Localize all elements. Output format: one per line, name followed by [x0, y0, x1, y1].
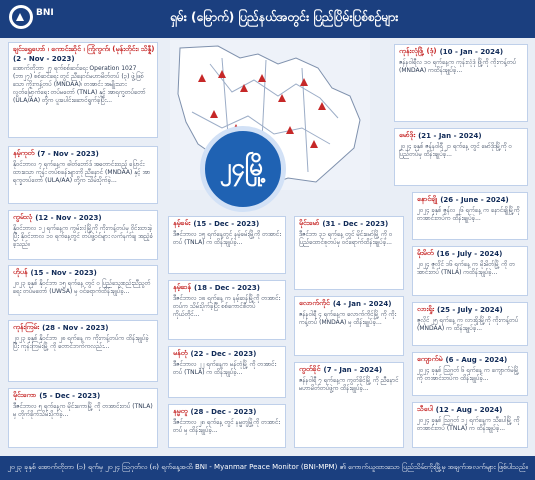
event-card [8, 320, 158, 382]
event-text: နိုဝင်ဘာလ ၁၂ ရက်နေ့က ကွမ်းလုံမြို့ကို ကိုးကန့်တပ်မှ ဝိုင်းထားခဲ့ပြီး နိုဝင်ဘာလ ၁၀ ရက်နေ့တွင် တပ်ဖွဲ့ဝင်များ လက်နက်ချ အညံ့ခံခဲ့သည်။ [13, 225, 153, 249]
event-place: ချင်းရွှေဟော် ၊ ကောင်းဆိုင် ၊ ကြုံကွက်၊ (မုန်းတိုင်း၊ သိန္နီ) [13, 45, 155, 53]
header-bar [0, 0, 535, 38]
event-place: မိုင်းကော [13, 391, 37, 399]
event-place: သီပေါ [417, 405, 433, 413]
event-date: (15 - Nov - 2023) [30, 269, 97, 277]
event-place: မန်တုံ [173, 349, 188, 357]
event-text: ၂၀၂၄ ဇူလိုင် ၁၆ ရက်နေ့ က မိုးမိတ်မြို့ ကို တအာင်းတပ် (TNLA) ကထိန်းချုပ်ခဲ့... [417, 261, 516, 277]
event-place: နမ္မတူ [173, 407, 188, 415]
event-place: ကွမ်းလုံ [13, 213, 33, 221]
event-place: မိုင်းမော် [299, 219, 320, 227]
event-card [8, 388, 158, 448]
event-place: မော်ဒိုး [399, 131, 416, 139]
event-text: ဒီဇင်ဘာ ၃၁ ရက်နေ့ တွင် မိုင်းမော်မြို့ ကို ဝ ပြည်ထောင်စုတပ်မှ ဝင်ရောက်ထိန်းချုပ်ခဲ့... [299, 231, 393, 247]
event-place: နမ့်ကုတ် [13, 149, 35, 157]
event-date: (6 - Aug - 2024) [445, 356, 508, 364]
event-text: ဒီဇင်ဘာလ ၁၅ ရက်နေ့တွင် နမ့်ခမ်းမြို့ကို တအာင်းတပ် (TNLA) က ထိန်းချုပ်ခဲ့... [173, 231, 281, 247]
event-text: ဒီဇင်ဘာလ ၂၈ ရက်နေ့ တွင် နမ္မတူမြို့ကို တအာင်းတပ် မှ ထိန်းချုပ်ခဲ့... [173, 419, 280, 435]
event-place: ကျောက်မဲ [417, 355, 443, 363]
event-date: (22 - Dec - 2023) [190, 350, 257, 358]
event-text: ဇူလိုင် ၂၅ ရက်နေ့ က လားရှိုးမြို့ကို ကိုးကန့်တပ် (MNDAA) က ထိန်းချုပ်ခဲ့... [417, 317, 519, 333]
event-date: (25 - July - 2024) [437, 306, 503, 314]
event-card [294, 216, 404, 290]
event-card [294, 362, 404, 448]
event-place: လောက်ကိုင် [299, 299, 330, 307]
event-text: ဒီဇင်ဘာလ ၁၈ ရက်နေ့ က နမ့်ဆန်မြို့ကို တအာင်းတပ်က သိမ်းပိုက်ခဲ့ပြီး စစ်ကောင်စီတပ် ကိုယ်တိုင်... [173, 295, 281, 319]
logo-label: BNI [36, 8, 54, 18]
event-card [412, 302, 528, 346]
event-text: ၂၀၂၄ ခုနှစ် ဇန်နဝါရီ ၂၁ ရက်နေ့ တွင် မော်ဒိုးမြို့ကို ဝ ပြည်တပ်မှ ထိန်းချုပ်ခဲ့... [399, 143, 513, 159]
event-text: ၂၀၂၄ ခုနှစ် ဩဂုတ် ၁၂ ရက်နေ့က သီပေါမြို့ ကို တအာင်းတပ် (TNLA) က ထိန်းချုပ်ခဲ့... [417, 417, 520, 433]
event-card [168, 404, 286, 448]
event-text: ဒီဇင်ဘာလ ၂၂ ရက်နေ့က မန်တုံမြို့ ကို တအာင်းတပ် (TNLA) က ထိန်းချုပ်ခဲ့... [173, 361, 277, 377]
towns-badge [200, 126, 286, 212]
event-place: ကုန်းလုံဖြို့ (ဒုံ) [399, 47, 437, 55]
event-place: ကုန်းကြမ်း [13, 323, 40, 331]
event-text: ၂၀၂၄ ခုနှစ် ဇွန်လ ၂၆ ရက်နေ့ က နောင်ချိုမြို့ကို တအာင်းတပ်က ထိန်းချုပ်ခဲ့... [417, 207, 520, 223]
event-card [8, 210, 158, 260]
event-card [412, 246, 528, 296]
page-title: ရှမ်း (မြောက်) ပြည်နယ်အတွင်း ပြည်ပြိမ်းပြစ်စဉ်များ [170, 10, 399, 24]
event-card [8, 265, 158, 315]
event-text: ဇန်နဝါရီလ ၁၀ ရက်နေ့က ကုန်းလုံဒုံ ဖြို့ကို ကိုးကန့်တပ် (MNDAA) ကထိန်းချုပ်ခဲ့... [399, 59, 517, 75]
event-date: (2 - Nov - 2023) [13, 55, 75, 63]
event-date: (18 - Dec - 2023) [194, 284, 260, 292]
event-date: (12 - Nov - 2023) [35, 214, 102, 222]
event-date: (28 - Dec - 2023) [190, 408, 257, 416]
event-card [412, 352, 528, 396]
event-date: (21 - Jan - 2024) [418, 132, 482, 140]
event-place: နောင်ချို [417, 195, 438, 203]
event-text: ဒီဇင်ဘာလ ၅ ရက်နေ့က မိုင်းကောမြို့ ကို တအာင်းတပ် (TNLA) မှ တိုက်ခိုက်သိမ်းပိုက်ခဲ့... [13, 403, 153, 419]
event-card [8, 42, 158, 138]
footer-bar [0, 456, 535, 480]
event-date: (15 - Dec - 2023) [193, 220, 260, 228]
event-place: လားရှိုး [417, 305, 435, 313]
event-text: ဇန်နဝါရီ ၄ ရက်နေ့က လောက်ကိုင်မြို့ ကို ကိုးကန့်တပ် (MNDAA) မှ ထိန်းချုပ်ခဲ့... [299, 311, 397, 327]
bni-logo-icon [8, 4, 34, 30]
event-date: (31 - Dec - 2023) [322, 220, 389, 228]
event-text: အောက်တိုဘာ ၂၇ ရက်စစ်ဆင်ရေး Operation 1027 (ဘာ၂၇) စစ်ဆင်ရေး တွင် ညီနောင်မဟာမိတ်တပ် (၃) ဖွဲ့ဖြစ်သော ကိုးကန့်တပ် (MNDAA)၊ တအာင်း အမျိုးသားလွတ်မြောက်ရေး တပ်မတော် (TNLA) နှင့် အာရက္ခတပ်တော် (ULA/AA) တို့က ပူးပေါင်းဆောင်ရွက်ခဲ့ပြီး... [13, 65, 146, 105]
event-text: ၂၀၂၄ ခုနှစ် ဩဂုတ် ၆ ရက်နေ့ က ကျောက်မဲမြို့ ကို တအာင်းတပ်က ထိန်းချုပ်ခဲ့... [417, 367, 520, 383]
event-date: (26 - June - 2024) [440, 196, 509, 204]
event-card [394, 128, 528, 186]
event-place: ကွတ်ခိုင် [299, 365, 321, 373]
event-text: ၂၀၂၃ ခုနှစ် နိုဝင်ဘာ ၁၅ ရက်နေ့ တွင် ဝ ပြည်သွေးစည်းညီညွတ်ရေး တပ်မတော် (UWSA) မှ ဝင်ရောက်ထိန်းချုပ်ခဲ့... [13, 280, 151, 296]
event-place: ဟိုပန် [13, 268, 28, 276]
event-date: (7 - Nov - 2023) [37, 150, 99, 158]
event-text: နိုဝင်ဘာလ ၇ ရက်နေ့က ဓါတ်ဘော်ဒ် အတောင်းထည့် ပြောင်းထားသော ကုန်း တပ်စခန်းများကို ညီနောင် (MNDAA) နှင့် အာရက္ခတပ်တော် (ULA/AA) တို့က သိမ်းပိုက်ခဲ့... [13, 161, 151, 185]
towns-badge-label: ၂၄မြို့ [219, 153, 267, 181]
event-card [8, 146, 158, 204]
event-card [168, 346, 286, 398]
event-place: မိုးမိတ် [417, 249, 434, 257]
event-place: နမ့်ခမ်း [173, 219, 191, 227]
footer-text: ၂၀၂၃ ခုနှစ် အောက်တိုဘာ (၁) ရက်မှ ၂၀၂၄ ဩဂုတ်လ (၈) ရက်နေ့အထိ BNI - Myanmar Peace Monitor (BNI-MPM) ၏ ကောက်ယူထားသော ပြည်သိမ်းကိုးမြို့မှ အချက်အလက်များ ဖြစ်ပါသည်။ [7, 463, 528, 471]
event-text: ၂၀၂၃ ခုနှစ် နိုဝင်ဘာ ၂၈ ရက်နေ့ က ကိုးကန့်တပ်က ထိန်းချုပ်ခဲ့ပြီး ကုန်းကြမ်းမြို့ ကို တောင်ဘက်ကလည်း... [13, 335, 149, 351]
event-date: (16 - July - 2024) [436, 250, 503, 258]
event-card [168, 216, 286, 274]
event-card [294, 296, 404, 356]
event-card [394, 44, 528, 122]
event-date: (4 - Jan - 2024) [332, 300, 392, 308]
event-text: ဇန်နဝါရီ ၇ ရက်နေ့က ကွတ်ခိုင်မြို့ ကို ညီနောင်မဟာမိတ်တပ်ဖွဲ့က ထိန်းချုပ်ခဲ့... [299, 377, 399, 393]
event-card [168, 280, 286, 340]
event-date: (12 - Aug - 2024) [435, 406, 503, 414]
event-card [412, 402, 528, 448]
event-place: နမ့်ဆန် [173, 283, 192, 291]
event-date: (10 - Jan - 2024) [439, 48, 504, 56]
event-date: (28 - Nov - 2023) [42, 324, 109, 332]
event-date: (5 - Dec - 2023) [39, 392, 101, 400]
event-date: (7 - Jan - 2024) [323, 366, 383, 374]
event-card [412, 192, 528, 240]
